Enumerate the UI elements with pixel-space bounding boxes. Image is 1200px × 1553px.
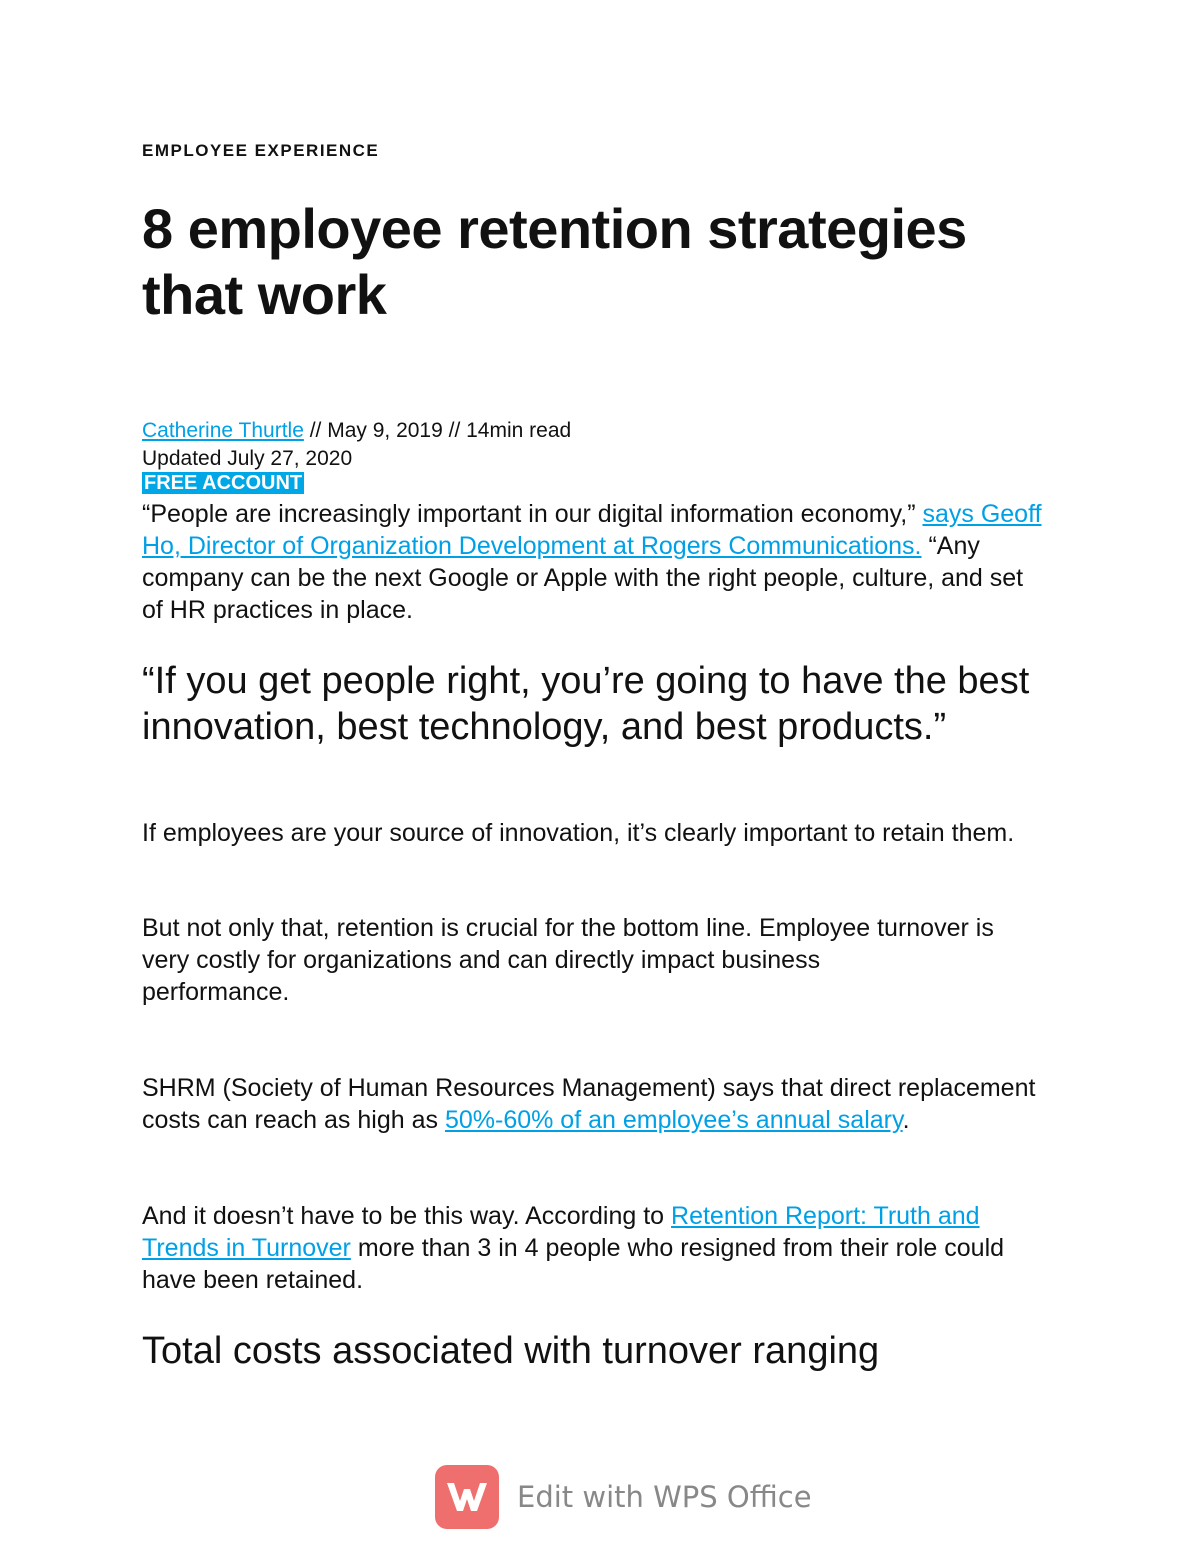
wps-edit-banner[interactable]: [435, 1465, 812, 1529]
bottom-line-text-end: performance.: [142, 978, 290, 1006]
byline: [142, 418, 571, 444]
shrm-text-end: .: [902, 1106, 910, 1134]
author-link[interactable]: Catherine Thurtle: [142, 419, 304, 442]
section-heading: Total costs associated with turnover ranging: [142, 1330, 880, 1372]
publish-meta: // May 9, 2019 // 14min read: [303, 419, 572, 442]
intro-text-end: “Any company can be the next Google or Apple with the right people, culture, and set of HR practices in place.: [142, 532, 1024, 624]
article-category: EMPLOYEE EXPERIENCE: [142, 141, 380, 160]
paragraph-innovation: If employees are your source of innovation, it’s clearly important to retain them.: [142, 819, 1015, 847]
retention-report-link[interactable]: Retention Report: Truth and Trends in Turnover: [142, 1202, 980, 1262]
bottom-line-text: But not only that, retention is crucial for the bottom line. Employee turnover is very costly for organizations and can directly impact business: [142, 914, 994, 974]
wps-logo-glyph: [445, 1479, 489, 1515]
wps-office-logo-icon: [435, 1465, 499, 1529]
shrm-text: SHRM (Society of Human Resources Management) says that direct replacement costs can reach as high as: [142, 1074, 1036, 1134]
wps-edit-label: Edit with WPS Office: [517, 1480, 812, 1514]
updated-date: Updated July 27, 2020: [142, 447, 353, 470]
pull-quote: “If you get people right, you’re going to have the best innovation, best technology, and best products.”: [142, 660, 1030, 748]
geoff-ho-link[interactable]: says Geoff Ho, Director of Organization Development at Rogers Communications.: [142, 500, 1042, 560]
article-title: 8 employee retention strategies that work: [142, 197, 967, 326]
retention-text: And it doesn’t have to be this way. According to: [142, 1202, 672, 1230]
paragraph-retention-report: [142, 1200, 1047, 1296]
paragraph-bottom-line: [142, 912, 1047, 1008]
salary-cost-link[interactable]: 50%-60% of an employee’s annual salary: [444, 1106, 903, 1134]
intro-text: “People are increasingly important in our digital information economy,”: [142, 500, 923, 528]
intro-paragraph: [142, 498, 1047, 626]
free-account-button[interactable]: FREE ACCOUNT: [144, 472, 303, 494]
retention-text-end: more than 3 in 4 people who resigned from their role could have been retained.: [142, 1234, 1005, 1294]
paragraph-shrm: [142, 1072, 1047, 1136]
